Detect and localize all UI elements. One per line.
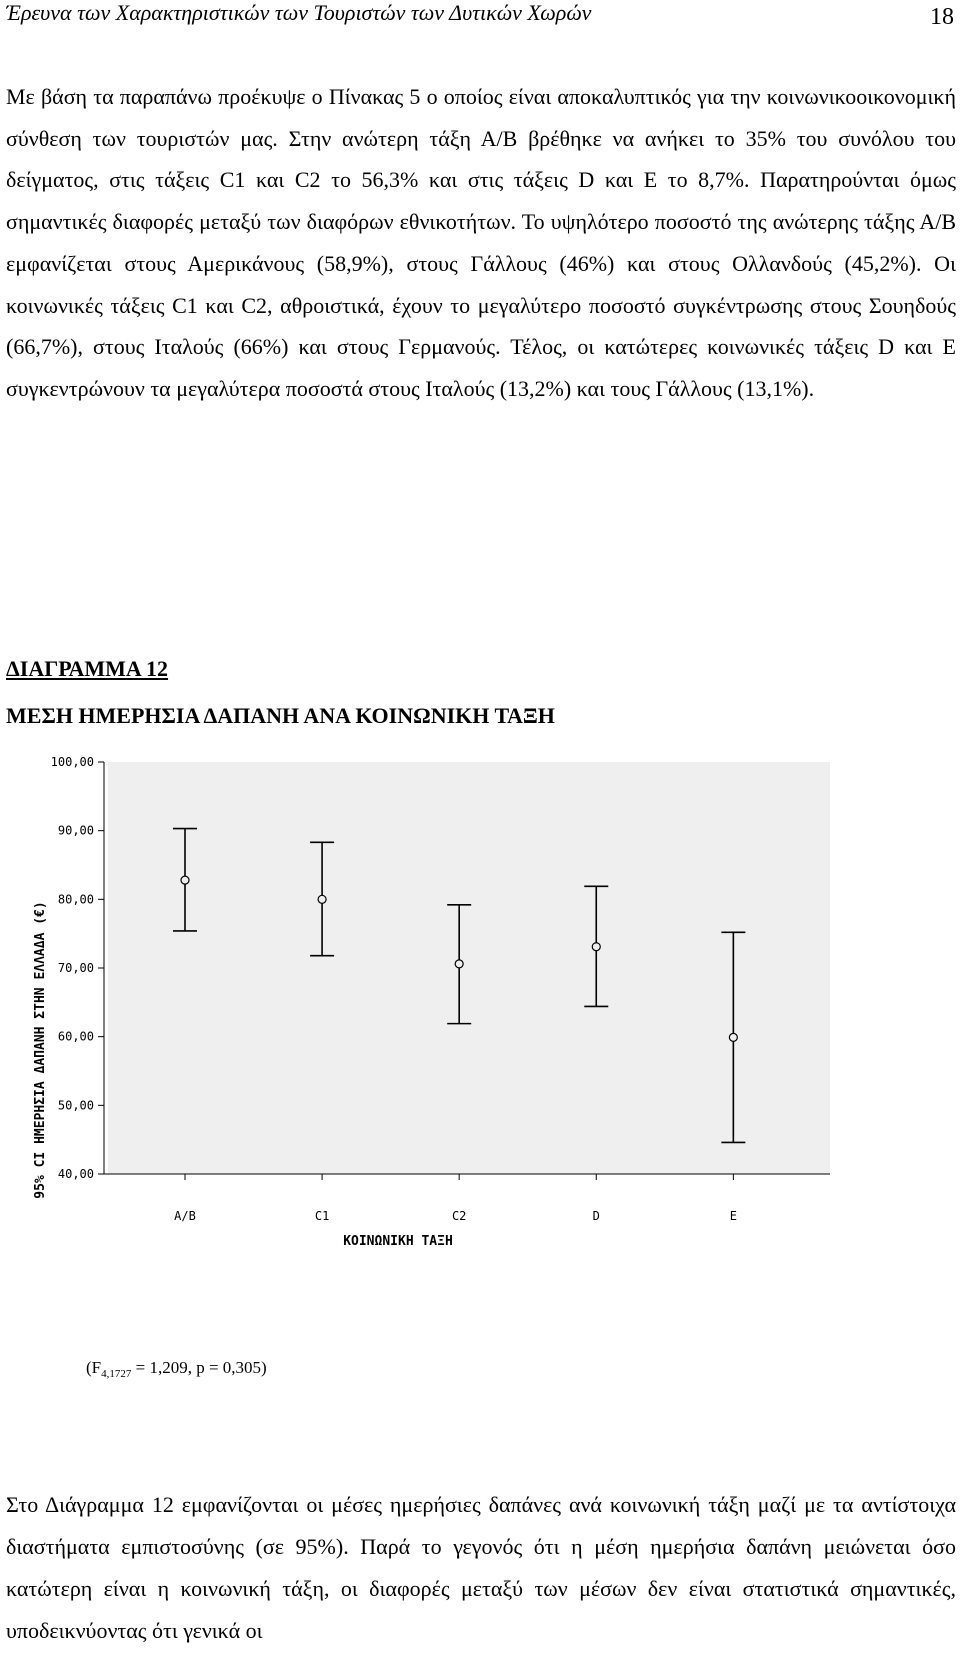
paragraph-social-class: Με βάση τα παραπάνω προέκυψε ο Πίνακας 5 ο οποίος είναι αποκαλυπτικός για την κοινωνικοοικονομική σύνθεση των τουριστών μας. Στην ανώτερη τάξη Α/Β βρέθηκε να ανήκει το 35% του συνόλου του δείγματος, στις τάξεις C1 και C2 το 56,3% και στις τάξεις D και E το 8,7%. Παρατηρούνται όμως σημαντικές διαφορές μεταξύ των διαφόρων εθνικοτήτων. Το υψηλότερο ποσοστό της ανώτερης τάξης Α/Β εμφανίζεται στους Αμερικάνους (58,9%), στους Γάλλους (46%) και στους Ολλανδούς (45,2%). Οι κοινωνικές τάξεις C1 και C2, αθροιστικά, έχουν το μεγαλύτερο ποσοστό συγκέντρωσης στους Σουηδούς (66,7%), στους Ιταλούς (66%) και στους Γερμανούς. Τέλος, οι κατώτερες κοινωνικές τάξεις D και E συγκεντρώνουν τα μεγαλύτερα ποσοστά στους Ιταλούς (13,2%) και τους Γάλλους (13,1%).: [6, 84, 956, 401]
x-ticks: [174, 1174, 737, 1223]
page-header: [6, 0, 954, 28]
diagram-heading: ΔΙΑΓΡΑΜΜΑ 12: [6, 656, 169, 681]
f-statistic: [86, 1357, 267, 1385]
x-axis-title: ΚΟΙΝΩΝΙΚΗ ΤΑΞΗ: [343, 1234, 453, 1249]
stat-prefix: (F: [86, 1358, 102, 1377]
stat-suffix: = 1,209, p = 0,305): [131, 1358, 267, 1377]
y-tick-label: 60,00: [57, 1029, 94, 1044]
plot-area: [108, 762, 830, 1174]
mean-point: [318, 895, 326, 903]
page-number: 18: [930, 4, 954, 30]
x-tick-label: D: [592, 1209, 600, 1223]
x-tick-label: C1: [314, 1209, 330, 1223]
paragraph-diagram-description: Στο Διάγραμμα 12 εμφανίζονται οι μέσες ημερήσιες δαπάνες ανά κοινωνική τάξη μαζί με τα αντίστοιχα διαστήματα εμπιστοσύνης (σε 95%). Παρά το γεγονός ότι η μέση ημερήσια δαπάνη μειώνεται όσο κατώτερη είναι η κοινωνική τάξη, οι διαφορές μεταξύ των μέσων δεν είναι στατιστικά σημαντικές, υποδεικνύοντας ότι γενικά οι: [6, 1492, 956, 1643]
y-tick-label: 70,00: [57, 961, 94, 975]
header-title: Έρευνα των Χαρακτηριστικών των Τουριστών των Δυτικών Χωρών: [6, 0, 592, 25]
stat-subscript: 4,1727: [101, 1368, 132, 1380]
x-tick-label: E: [729, 1209, 737, 1223]
mean-point: [592, 943, 600, 951]
mean-point: [729, 1033, 737, 1041]
mean-point: [455, 960, 463, 968]
errorbar-chart: [0, 740, 960, 1320]
x-tick-label: C2: [451, 1209, 467, 1223]
y-tick-label: 80,00: [57, 892, 94, 907]
x-tick-label: A/B: [174, 1209, 196, 1223]
y-tick-label: 50,00: [57, 1098, 94, 1113]
y-tick-label: 40,00: [57, 1167, 94, 1181]
y-axis-title: 95% CI ΗΜΕΡΗΣΙΑ ΔΑΠΑΝΗ ΣΤΗΝ ΕΛΛΑΔΑ (€): [33, 901, 48, 1199]
y-tick-label: 100,00: [50, 755, 94, 769]
y-ticks: [51, 755, 104, 1181]
diagram-title: ΜΕΣΗ ΗΜΕΡΗΣΙΑ ΔΑΠΑΝΗ ΑΝΑ ΚΟΙΝΩΝΙΚΗ ΤΑΞΗ: [6, 703, 555, 728]
y-tick-label: 90,00: [57, 823, 94, 838]
mean-point: [181, 876, 189, 884]
